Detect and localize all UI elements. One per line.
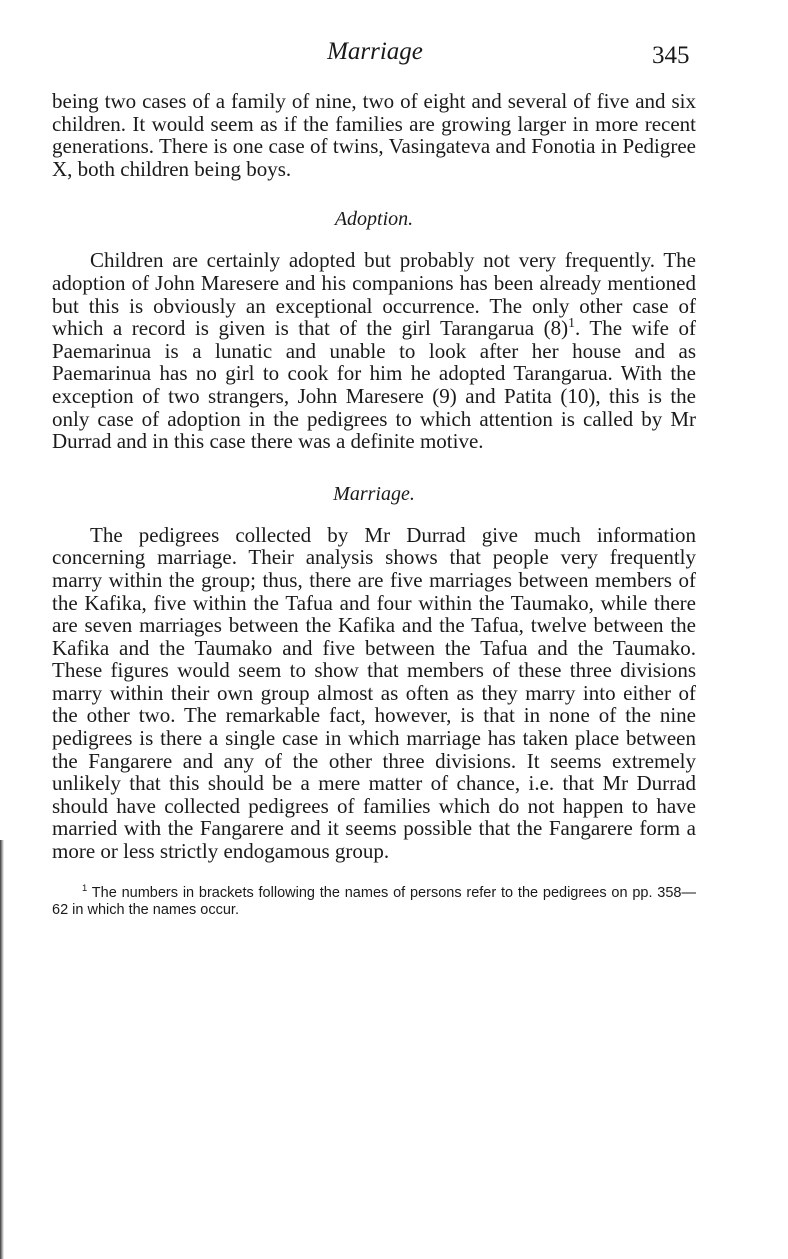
footnote (52, 881, 696, 919)
page-edge-shadow (0, 840, 4, 1259)
paragraph-marriage: The pedigrees collected by Mr Durrad give much information concerning marriage. Their analysis shows that people very frequently marry within the group; thus, there are five marriages between members of the Kafika, five within the Tafua and four within the Taumako, while there are seven marriages between the Kafika and the Tafua, twelve between the Kafika and the Taumako and five between the Tafua and the Taumako. These figures would seem to show that members of these three divisions marry within their own group almost as often as they marry into either of the other two. The remarkable fact, however, is that in none of the nine pedigrees is there a single case in which marriage has taken place between the Fangarere and any of the other three divisions. It seems extremely unlikely that this should be a mere matter of chance, i.e. that Mr Durrad should have collected pedigrees of families which do not happen to have married with the Fangarere and it seems possible that the Fangarere form a more or less strictly endogamous group. (52, 522, 696, 864)
paragraph-family-size: being two cases of a family of nine, two of eight and several of five and six children. It would seem as if the families are growing larger in more recent generations. There is one case of twins, Vasingateva and Fonotia in Pedigree X, both children being boys. (52, 89, 696, 181)
footnote-text: The numbers in brackets following the names of persons refer to the pedigrees on pp. 358—62 in which the names occur. (52, 884, 696, 918)
footnote-marker: 1 (82, 881, 88, 893)
page-body (52, 90, 696, 919)
section-heading-marriage: Marriage. (333, 482, 415, 505)
paragraph-adoption-text-1: Children are certainly adopted but probably not very frequently. The adoption of John Maresere and his companions has been already mentioned but this is obviously an exceptional occurrence. The only other case of which a record is given is that of the girl Tarangarua (8) (52, 248, 696, 341)
footnote-reference[interactable]: 1 (568, 315, 575, 331)
paragraph-adoption (52, 249, 696, 452)
running-title: Marriage (327, 38, 423, 65)
section-heading-adoption: Adoption. (334, 208, 414, 231)
paragraph-adoption-text-2: . The wife of Paemarinua is a lunatic and unable to look after her house and as Paemarinua has no girl to cook for him he adopted Tarangarua. With the exception of two strangers, John Maresere (9) and Patita (10), this is the only case of adoption in the pedigrees to which attention is called by Mr Durrad and in this case there was a definite motive. (52, 316, 696, 454)
page-number: 345 (652, 42, 690, 69)
page-header (0, 38, 788, 78)
